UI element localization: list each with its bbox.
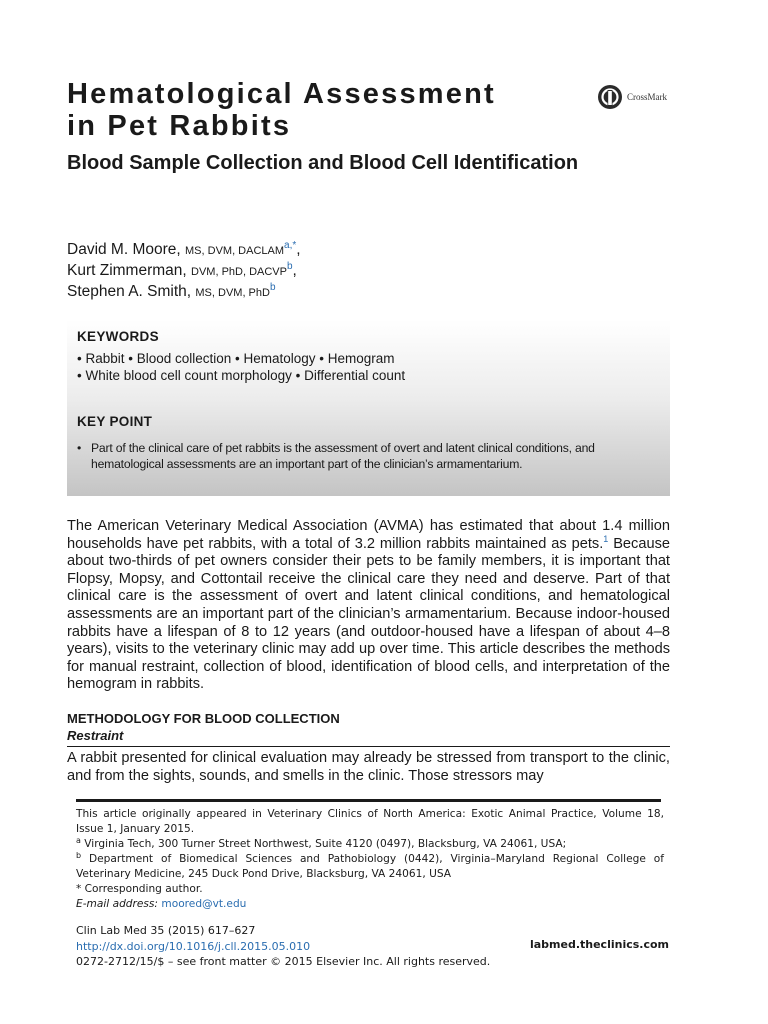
author-degrees: MS, DVM, PhD <box>195 287 270 299</box>
crossmark-icon <box>597 84 623 110</box>
article-title-line-2: in Pet Rabbits <box>67 110 292 142</box>
affiliation-mark: a <box>76 836 81 845</box>
author-entry <box>67 240 301 261</box>
section-divider <box>67 746 670 747</box>
author-degrees: DVM, PhD, DACVP <box>191 266 287 278</box>
footnote-email <box>76 897 664 912</box>
restraint-paragraph: A rabbit presented for clinical evaluation may already be stressed from transport to the clinic, and from the sights, sounds, and smells in the clinic. Those stressors may <box>67 750 670 784</box>
footnote-affiliation-a <box>76 837 664 852</box>
journal-website-link[interactable]: labmed.theclinics.com <box>529 938 669 951</box>
article-subtitle: Blood Sample Collection and Blood Cell Identification <box>67 152 579 174</box>
footnote-affiliation-b <box>76 852 664 882</box>
reference-link[interactable]: 1 <box>603 533 609 544</box>
author-entry <box>67 282 301 303</box>
doi-link[interactable]: http://dx.doi.org/10.1016/j.cll.2015.05.010 <box>76 939 311 953</box>
affiliation-mark: b <box>76 851 82 860</box>
author-name: David M. Moore, <box>67 241 186 258</box>
section-heading: METHODOLOGY FOR BLOOD COLLECTION <box>67 711 340 726</box>
affiliation-text: Virginia Tech, 300 Turner Street Northwest, Suite 4120 (0497), Blacksburg, VA 24061, USA; <box>80 838 567 850</box>
journal-info <box>76 923 490 970</box>
crossmark-badge[interactable] <box>597 84 667 110</box>
author-separator: , <box>296 241 301 258</box>
article-title-line-1: Hematological Assessment <box>67 78 496 110</box>
author-entry <box>67 261 301 282</box>
footnote-original-publication: This article originally appeared in Veterinary Clinics of North America: Exotic Animal Practice, Volume 18, Issue 1, January 2015. <box>76 808 664 835</box>
journal-citation: Clin Lab Med 35 (2015) 617–627 <box>76 924 256 937</box>
intro-text-start: The American Veterinary Medical Association (AVMA) has estimated that about 1.4 million households have pet rabbits, with a total of 3.2 million rabbits maintained as pets. <box>67 518 670 552</box>
key-point-heading: KEY POINT <box>77 414 153 429</box>
footnote-divider <box>76 799 661 802</box>
intro-text-end: Because about two-thirds of pet owners consider their pets to be family members, it is important that Flopsy, Mopsy, and Cottontail receive the clinical care they need and deserve. Part of that clinical care is the assessment of overt and latent clinical conditions, and hematological assessments are an important part of the clinician’s armamentarium. Because indoor-housed rabbits have a lifespan of 8 to 12 years (and outdoor-housed have a lifespan of about 4–8 years), visits to the veterinary clinic may add up over time. This article describes the methods for manual restraint, collection of blood, identification of blood cells, and interpretation of the hemogram in rabbits. <box>67 535 670 693</box>
email-link[interactable]: moored@vt.edu <box>161 898 247 910</box>
intro-paragraph <box>67 518 670 694</box>
author-name: Kurt Zimmerman, <box>67 262 192 279</box>
author-name: Stephen A. Smith, <box>67 283 196 300</box>
email-label: E-mail address: <box>76 898 159 910</box>
keywords-box <box>67 320 670 496</box>
author-affiliation-mark[interactable]: a,* <box>284 240 297 251</box>
footnote-corresponding: * Corresponding author. <box>76 883 203 895</box>
keywords-line-2: • White blood cell count morphology • Differential count <box>77 368 406 383</box>
crossmark-label: CrossMark <box>627 92 667 102</box>
author-degrees: MS, DVM, DACLAM <box>185 245 285 257</box>
author-separator: , <box>292 262 297 279</box>
author-affiliation-mark[interactable]: b <box>269 282 276 293</box>
key-point-bullet: • <box>77 441 82 455</box>
article-title <box>67 78 496 142</box>
subsection-heading: Restraint <box>67 728 124 743</box>
affiliation-text: Department of Biomedical Sciences and Pathobiology (0442), Virginia–Maryland Regional College of Veterinary Medicine, 245 Duck Pond Drive, Blacksburg, VA 24061, USA <box>76 853 664 880</box>
keywords-heading: KEYWORDS <box>77 329 159 344</box>
author-affiliation-mark[interactable]: b <box>286 261 293 272</box>
copyright-line: 0272-2712/15/$ – see front matter © 2015 Elsevier Inc. All rights reserved. <box>76 955 491 968</box>
keywords-line-1: • Rabbit • Blood collection • Hematology • Hemogram <box>77 351 395 366</box>
key-point-item <box>77 440 657 472</box>
key-point-text: Part of the clinical care of pet rabbits is the assessment of overt and latent clinical conditions, and hematological assessments are an important part of the clinician’s armamentarium. <box>91 441 595 471</box>
author-list <box>67 240 301 303</box>
